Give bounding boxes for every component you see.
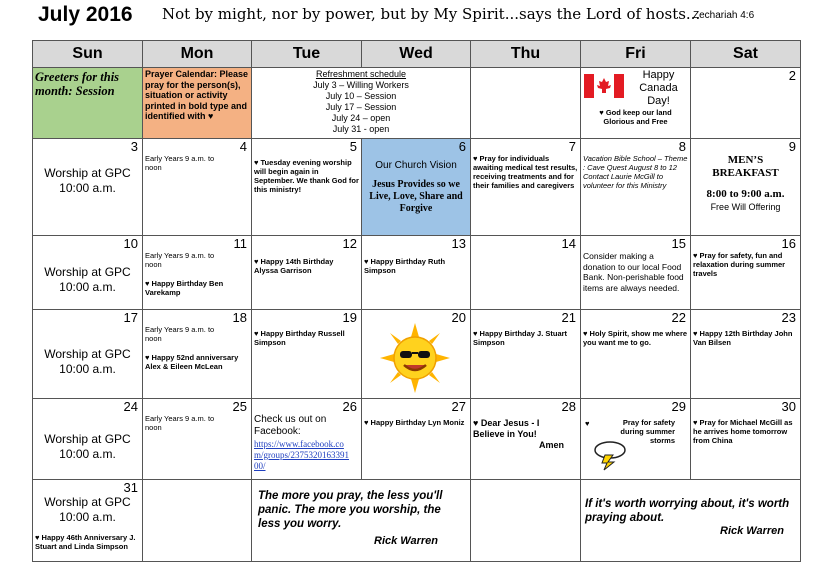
day-number: 10 [123, 236, 138, 251]
day-cell [471, 236, 581, 310]
quote-text: The more you pray, the less you'll panic. The more you worship, the less you worry. [258, 490, 443, 530]
prayer-calendar-cell [143, 68, 252, 139]
day-cell [143, 139, 252, 236]
amen-text: Amen [538, 440, 564, 450]
prayer-text: ♥ Holy Spirit, show me where you want me to go. [583, 329, 688, 347]
prayer-text: ♥ Pray for safety, fun and relaxation during summer travels [693, 251, 786, 278]
day-cell [33, 310, 143, 399]
prayer-text: Pray for safety during summer storms [620, 418, 675, 445]
early-years-text: Early Years 9 a.m. to noon [145, 325, 215, 343]
vision-title: Our Church Vision [375, 160, 457, 171]
day-cell [143, 236, 252, 310]
day-header: Mon [143, 41, 252, 68]
day-cell [581, 399, 691, 480]
day-number: 27 [451, 399, 466, 414]
day-number: 5 [349, 139, 357, 154]
vision-body: Jesus Provides so we Live, Love, Share and Forgive [369, 179, 463, 214]
day-number: 17 [123, 310, 138, 325]
refreshment-title: Refreshment schedule [315, 69, 407, 79]
day-number: 22 [671, 310, 686, 325]
birthday-text: ♥ Happy Birthday Ruth Simpson [364, 257, 446, 275]
day-number: 30 [781, 399, 796, 414]
day-number: 24 [123, 399, 138, 414]
day-cell [143, 399, 252, 480]
refreshment-line: July 31 - open [332, 124, 390, 134]
prayer-text: ♥ Pray for Michael McGill as he arrives home tomorrow from China [693, 418, 793, 445]
calendar-table [32, 40, 801, 562]
day-header: Thu [471, 41, 581, 68]
day-number: 21 [561, 310, 576, 325]
day-number: 13 [451, 236, 466, 251]
worship-text: Worship at GPC 10:00 a.m. [44, 265, 131, 294]
scripture-reference: Zechariah 4:6 [693, 10, 755, 21]
prayer-calendar-text: Prayer Calendar: Please pray for the person(s), situation or activity printed in bold type and identified with ♥ [145, 69, 249, 121]
birthday-text: ♥ Happy Birthday Lyn Moniz [364, 418, 465, 427]
vbs-text: Vacation Bible School – Theme : Cave Quest August 8 to 12 Contact Laurie McGill to volunteer for this Ministry [583, 154, 688, 190]
day-number: 28 [561, 399, 576, 414]
day-number: 8 [678, 139, 686, 154]
day-header: Sat [691, 41, 801, 68]
anniversary-text: ♥ Happy 46th Anniversary J. Stuart and Linda Simpson [35, 533, 136, 551]
day-header-row [33, 41, 801, 68]
day-cell [691, 310, 801, 399]
worship-text: Worship at GPC 10:00 a.m. [44, 166, 131, 195]
day-cell [691, 236, 801, 310]
day-cell [252, 399, 362, 480]
day-cell [691, 399, 801, 480]
canada-note: ♥ God keep our land Glorious and Free [599, 108, 672, 126]
day-number: 9 [788, 139, 796, 154]
day-number: 29 [671, 399, 686, 414]
early-years-text: Early Years 9 a.m. to noon [145, 414, 215, 432]
heart-icon: ♥ [585, 419, 590, 428]
quote-text: If it's worth worrying about, it's worth praying about. [585, 498, 790, 524]
day-cell [581, 139, 691, 236]
canada-flag-icon [584, 74, 624, 98]
birthday-text: ♥ Happy 12th Birthday John Van Bilsen [693, 329, 793, 347]
day-header: Fri [581, 41, 691, 68]
empty-cell [471, 68, 581, 139]
event-text: ♥ Tuesday evening worship will begin again in September. We thank God for this ministry! [254, 158, 359, 194]
day-number: 3 [130, 139, 138, 154]
day-cell [581, 236, 691, 310]
facebook-link[interactable]: https://www.facebook.com/groups/237532016339100/ [254, 439, 350, 471]
motto: Not by might, nor by power, but by My Spirit...says the Lord of hosts... [162, 5, 701, 23]
day-cell [33, 480, 143, 562]
day-cell [252, 236, 362, 310]
day-header: Sun [33, 41, 143, 68]
sun-icon [380, 323, 450, 393]
day-number: 25 [232, 399, 247, 414]
mens-breakfast-title: MEN’S BREAKFAST [712, 154, 779, 179]
quote-cell [581, 480, 801, 562]
day-number: 11 [233, 236, 247, 251]
empty-cell [471, 480, 581, 562]
day-number: 4 [239, 139, 247, 154]
storm-cloud-icon [593, 439, 627, 471]
refreshment-line: July 24 – open [331, 113, 391, 123]
day-number: 20 [451, 310, 466, 325]
day-cell [362, 236, 471, 310]
early-years-text: Early Years 9 a.m. to noon [145, 251, 215, 269]
week-row [33, 310, 801, 399]
early-years-text: Early Years 9 a.m. to noon [145, 154, 215, 172]
prayer-text: ♥ Dear Jesus - I Believe in You! [473, 418, 540, 439]
day-cell [471, 139, 581, 236]
anniversary-text: ♥ Happy 52nd anniversary Alex & Eileen McLean [145, 353, 239, 371]
day-cell [691, 68, 801, 139]
greeters-cell [33, 68, 143, 139]
facebook-text: Check us out on Facebook: [254, 414, 327, 437]
day-number: 12 [342, 236, 357, 251]
day-cell [362, 399, 471, 480]
day-number: 31 [123, 480, 138, 495]
day-cell [691, 139, 801, 236]
day-cell [33, 236, 143, 310]
day-number: 16 [781, 236, 796, 251]
day-cell [471, 310, 581, 399]
day-cell [143, 310, 252, 399]
day-number: 26 [342, 399, 357, 414]
day-cell [362, 310, 471, 399]
refreshment-line: July 3 – Willing Workers [313, 80, 409, 90]
day-cell [471, 399, 581, 480]
week-row [33, 139, 801, 236]
birthday-text: ♥ Happy Birthday Ben Varekamp [145, 279, 224, 297]
refreshment-line: July 17 – Session [325, 102, 397, 112]
canada-day-cell [581, 68, 691, 139]
page-title: July 2016 [38, 3, 133, 26]
birthday-text: ♥ Happy 14th Birthday Alyssa Garrison [254, 257, 334, 275]
food-bank-text: Consider making a donation to our local Food Bank. Non-perishable food items are always needed. [583, 251, 684, 293]
refreshment-cell [252, 68, 471, 139]
day-number: 15 [671, 236, 686, 251]
day-header: Wed [362, 41, 471, 68]
refreshment-line: July 10 – Session [325, 91, 397, 101]
day-number: 2 [788, 68, 796, 83]
breakfast-note: Free Will Offering [710, 202, 781, 212]
worship-text: Worship at GPC 10:00 a.m. [44, 432, 131, 461]
greeters-text: Greeters for this month: Session [35, 70, 120, 98]
day-number: 19 [342, 310, 357, 325]
canada-day-text: Happy Canada Day! [639, 69, 678, 107]
day-cell [581, 310, 691, 399]
day-number: 6 [458, 139, 466, 154]
quote-author: Rick Warren [374, 535, 438, 547]
prayer-text: ♥ Pray for individuals awaiting medical test results, receiving treatments and for their families and caregivers [473, 154, 578, 190]
empty-cell [143, 480, 252, 562]
day-header: Tue [252, 41, 362, 68]
birthday-text: ♥ Happy Birthday J. Stuart Simpson [473, 329, 568, 347]
week-row [33, 236, 801, 310]
day-number: 7 [568, 139, 576, 154]
worship-text: Worship at GPC 10:00 a.m. [44, 495, 131, 524]
birthday-text: ♥ Happy Birthday Russell Simpson [254, 329, 345, 347]
week-row [33, 480, 801, 562]
week-row [33, 399, 801, 480]
day-cell [252, 310, 362, 399]
week-row [33, 68, 801, 139]
day-number: 14 [561, 236, 576, 251]
quote-cell [252, 480, 471, 562]
day-cell [33, 399, 143, 480]
quote-author: Rick Warren [720, 525, 784, 537]
day-cell [252, 139, 362, 236]
day-number: 23 [781, 310, 796, 325]
church-vision-cell [362, 139, 471, 236]
breakfast-time: 8:00 to 9:00 a.m. [706, 188, 785, 200]
worship-text: Worship at GPC 10:00 a.m. [44, 347, 131, 376]
day-cell [33, 139, 143, 236]
day-number: 18 [232, 310, 247, 325]
